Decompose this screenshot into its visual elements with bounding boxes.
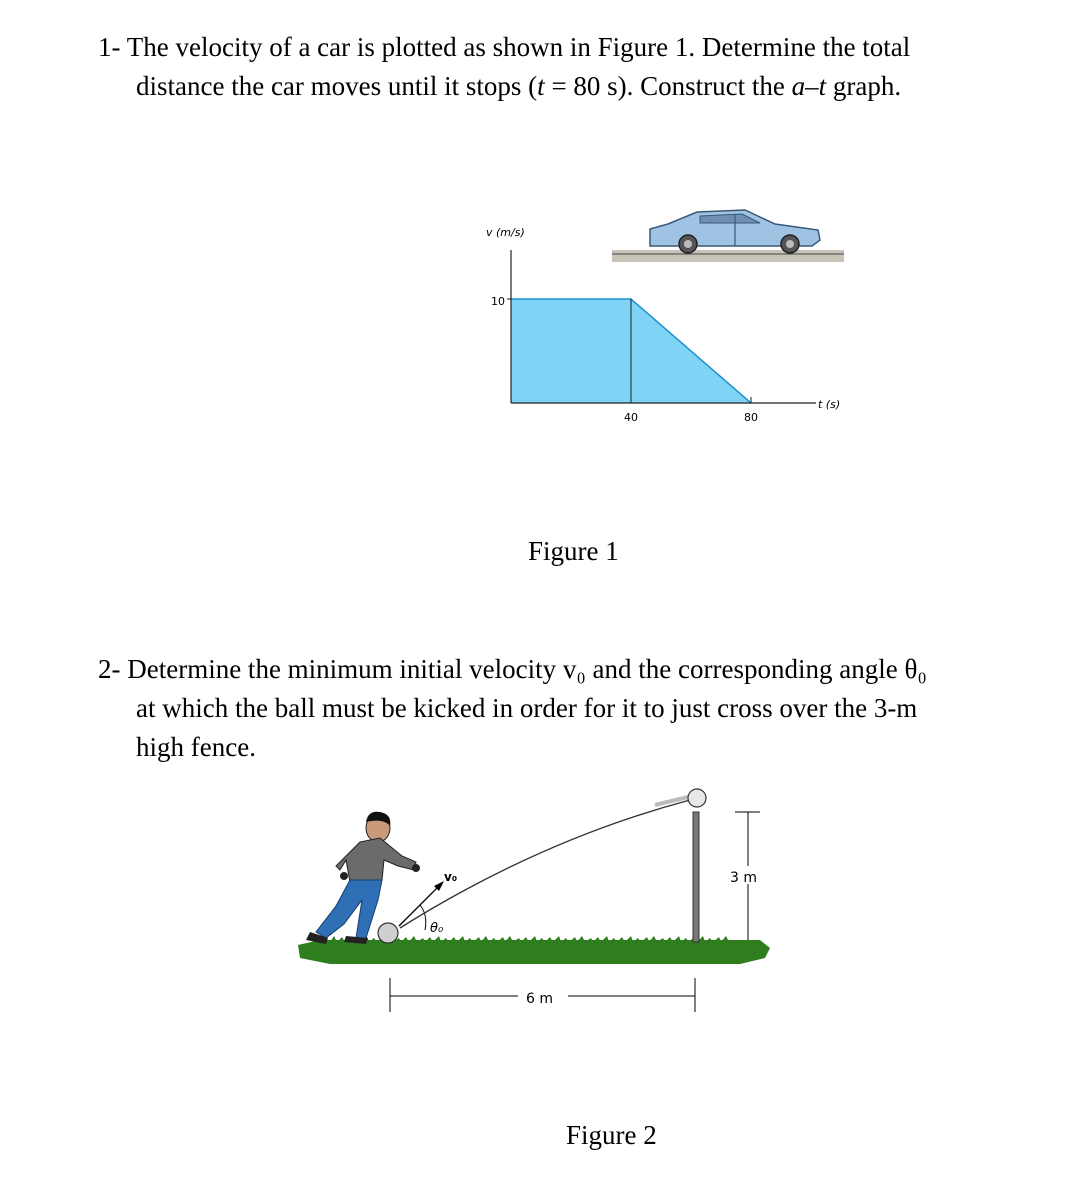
ball-top (688, 789, 706, 807)
height-label: 3 m (730, 870, 757, 886)
y-tick-label-10: 10 (491, 295, 505, 308)
player-illustration (306, 812, 420, 944)
angle-arc (420, 905, 426, 930)
distance-label: 6 m (526, 991, 553, 1007)
v0-label: v₀ (444, 870, 458, 884)
problem-1-line-1: 1- The velocity of a car is plotted as shown in Figure 1. Determine the total (98, 32, 911, 62)
theta0-label: θ₀ (430, 921, 444, 936)
motion-blur (655, 797, 688, 805)
trajectory (400, 800, 690, 928)
ball-start (378, 923, 398, 943)
x-axis-label: t (s) (818, 398, 841, 411)
problem-2 (98, 650, 1048, 767)
car-ground (612, 250, 844, 262)
problem-2-line-1: 2- Determine the minimum initial velocity v₀ and the corresponding angle θ₀ (98, 654, 927, 684)
problem-2-line-3: high fence. (136, 732, 256, 762)
x-tick-label-80: 80 (744, 411, 758, 424)
grass (298, 940, 770, 964)
car-illustration (650, 210, 820, 253)
problem-1-line-2: distance the car moves until it stops (t = 80 s). Construct the a–t graph. (136, 71, 902, 101)
y-axis-label: v (m/s) (486, 226, 525, 239)
figure-1-caption: Figure 1 (528, 536, 619, 566)
problem-2-line-2: at which the ball must be kicked in order for it to just cross over the 3-m (136, 693, 918, 723)
x-tick-label-40: 40 (624, 411, 638, 424)
velocity-chart-plot (507, 250, 816, 403)
figure-1-velocity-chart (486, 210, 844, 424)
figure-2-caption: Figure 2 (566, 1120, 657, 1150)
figure-2-ball-kick (298, 789, 770, 1012)
fence-post (693, 812, 699, 942)
